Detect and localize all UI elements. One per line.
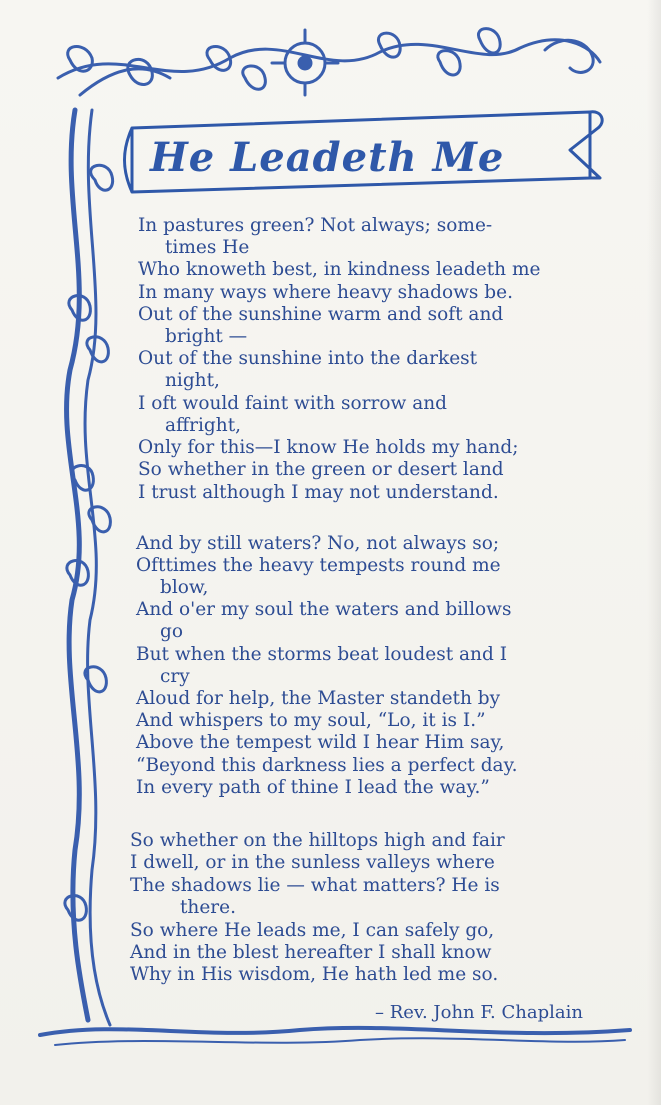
poem-line: Above the tempest wild I hear Him say, xyxy=(136,732,505,753)
poem-line: Why in His wisdom, He hath led me so. xyxy=(130,964,499,985)
poem-line: I trust although I may not understand. xyxy=(138,482,499,503)
poem-line: In many ways where heavy shadows be. xyxy=(138,282,513,303)
poem-line: The shadows lie — what matters? He is xyxy=(130,875,500,896)
poem-line: I oft would faint with sorrow and xyxy=(138,393,447,414)
poem-line: So whether in the green or desert land xyxy=(138,459,504,480)
poem-line: Out of the sunshine into the darkest xyxy=(138,348,478,369)
poem-line: So where He leads me, I can safely go, xyxy=(130,920,495,941)
author-attribution: – Rev. John F. Chaplain xyxy=(375,1002,583,1023)
poem-line: And whispers to my soul, “Lo, it is I.” xyxy=(136,710,486,731)
poem-line: And o'er my soul the waters and billows xyxy=(136,599,512,620)
poem-line: “Beyond this darkness lies a perfect day. xyxy=(136,755,518,776)
poem-line: Only for this—I know He holds my hand; xyxy=(138,437,519,458)
page-title: He Leadeth Me xyxy=(150,134,505,181)
poem-line: So whether on the hilltops high and fair xyxy=(130,830,505,851)
poem-line: go xyxy=(160,621,183,642)
poem-line: night, xyxy=(165,370,220,391)
poem-line: And in the blest hereafter I shall know xyxy=(130,942,492,963)
poem-line: Ofttimes the heavy tempests round me xyxy=(136,555,501,576)
poem-line: In pastures green? Not always; some- xyxy=(138,215,493,236)
poem-line: Who knoweth best, in kindness leadeth me xyxy=(138,259,541,280)
poem-line: And by still waters? No, not always so; xyxy=(136,533,500,554)
poem-line: Out of the sunshine warm and soft and xyxy=(138,304,504,325)
poem-line: But when the storms beat loudest and I xyxy=(136,644,508,665)
poem-line: affright, xyxy=(165,415,242,436)
poem-line: there. xyxy=(180,897,236,918)
poem-line: bright — xyxy=(165,326,248,347)
poem-line: In every path of thine I lead the way.” xyxy=(136,777,490,798)
poem-line: I dwell, or in the sunless valleys where xyxy=(130,852,495,873)
poem-line: blow, xyxy=(160,577,209,598)
poem-line: Aloud for help, the Master standeth by xyxy=(136,688,501,709)
poem-line: cry xyxy=(160,666,190,687)
poem-line: times He xyxy=(165,237,250,258)
